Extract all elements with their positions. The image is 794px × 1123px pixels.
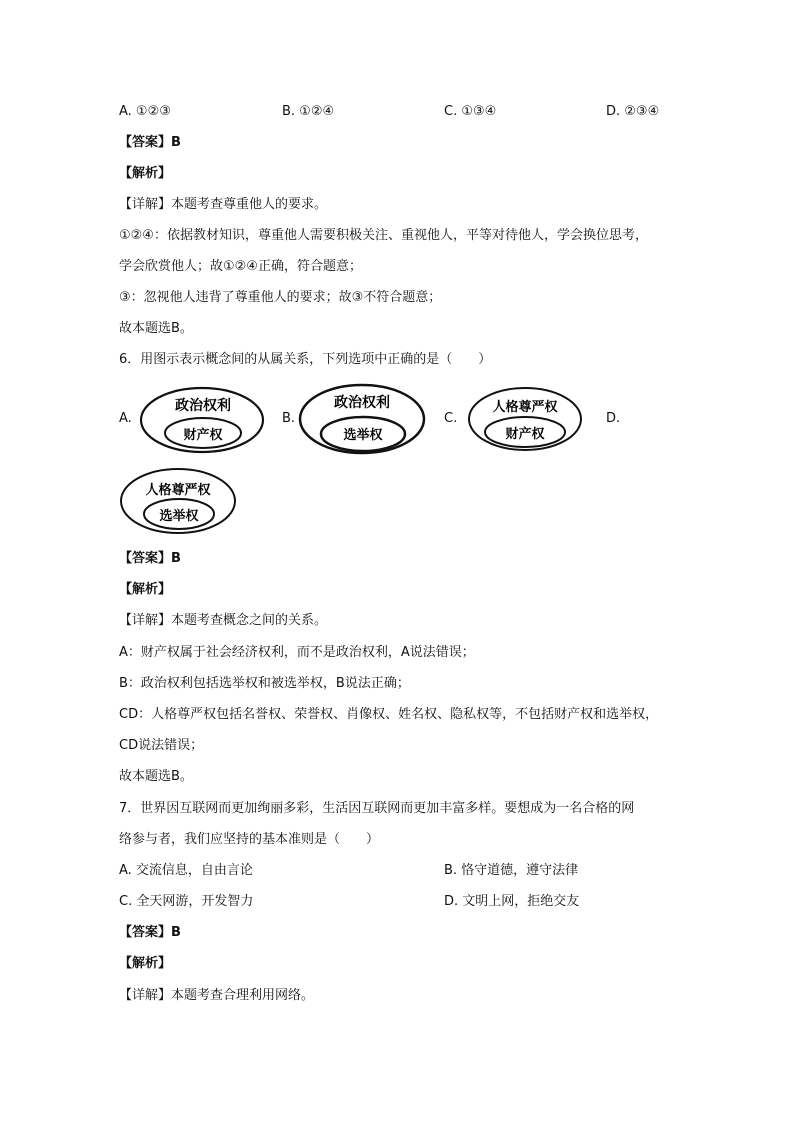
q7-analysis-heading: 【解析】 bbox=[119, 956, 172, 971]
q7-answer: 【答案】B bbox=[119, 925, 181, 940]
diagram-d-inner-label: 选举权 bbox=[159, 509, 199, 524]
q6-detail: 【详解】本题考查概念之间的关系。 bbox=[119, 613, 328, 628]
q7-question-line-2: 络参与者，我们应坚持的基本准则是（ ） bbox=[119, 832, 380, 847]
q5-option-b: B. ①②④ bbox=[282, 104, 335, 119]
q5-conclusion: 故本题选B。 bbox=[119, 321, 193, 336]
q5-answer: 【答案】B bbox=[119, 135, 181, 150]
diagram-a-outer-label: 政治权利 bbox=[175, 398, 231, 414]
q7-option-c: C. 全天网游，开发智力 bbox=[119, 894, 254, 909]
diagram-d-outer-label: 人格尊严权 bbox=[145, 483, 211, 498]
q7-option-a: A. 交流信息，自由言论 bbox=[119, 863, 253, 878]
q6-question: 6．用图示表示概念间的从属关系，下列选项中正确的是（ ） bbox=[119, 352, 492, 367]
q6-explanation-a: A：财产权属于社会经济权利，而不是政治权利，A说法错误； bbox=[119, 645, 475, 660]
q6-analysis-heading: 【解析】 bbox=[119, 582, 172, 597]
q5-option-a: A. ①②③ bbox=[119, 104, 171, 119]
q6-label-d: D. bbox=[606, 411, 621, 426]
q6-label-c: C. bbox=[444, 411, 458, 426]
q5-explanation-line-1: ①②④：依据教材知识，尊重他人需要积极关注、重视他人，平等对待他人，学会换位思考， bbox=[119, 228, 648, 243]
diagram-d bbox=[118, 466, 238, 538]
diagram-c-inner-label: 财产权 bbox=[505, 427, 545, 442]
q5-option-c: C. ①③④ bbox=[444, 104, 497, 119]
diagram-c bbox=[466, 385, 584, 455]
diagram-a-inner-label: 财产权 bbox=[183, 428, 223, 443]
q6-conclusion: 故本题选B。 bbox=[119, 769, 193, 784]
q7-detail: 【详解】本题考查合理利用网络。 bbox=[119, 988, 315, 1003]
q6-explanation-cd-line-1: CD：人格尊严权包括名誉权、荣誉权、肖像权、姓名权、隐私权等，不包括财产权和选举权， bbox=[119, 707, 659, 722]
q5-option-d: D. ②③④ bbox=[606, 104, 660, 119]
q7-option-b: B. 恪守道德，遵守法律 bbox=[444, 863, 579, 878]
diagram-a bbox=[138, 385, 266, 457]
q5-analysis-heading: 【解析】 bbox=[119, 166, 172, 181]
q5-explanation-line-2: 学会欣赏他人；故①②④正确，符合题意； bbox=[119, 259, 362, 274]
q6-label-b: B. bbox=[282, 411, 296, 426]
q6-label-a: A. bbox=[119, 411, 132, 426]
q6-explanation-b: B：政治权利包括选举权和被选举权，B说法正确； bbox=[119, 676, 410, 691]
q6-answer: 【答案】B bbox=[119, 551, 181, 566]
diagram-b-outer-label: 政治权利 bbox=[334, 395, 390, 411]
diagram-b-inner-label: 选举权 bbox=[343, 428, 383, 443]
diagram-b bbox=[296, 381, 428, 457]
q6-explanation-cd-line-2: CD说法错误； bbox=[119, 738, 204, 753]
q5-detail: 【详解】本题考查尊重他人的要求。 bbox=[119, 197, 328, 212]
q7-question-line-1: 7．世界因互联网而更加绚丽多彩，生活因互联网而更加丰富多样。要想成为一名合格的网 bbox=[119, 801, 635, 816]
diagram-c-outer-label: 人格尊严权 bbox=[492, 400, 558, 415]
q7-option-d: D. 文明上网，拒绝交友 bbox=[444, 894, 580, 909]
q5-explanation-line-3: ③：忽视他人违背了尊重他人的要求；故③不符合题意； bbox=[119, 290, 442, 305]
